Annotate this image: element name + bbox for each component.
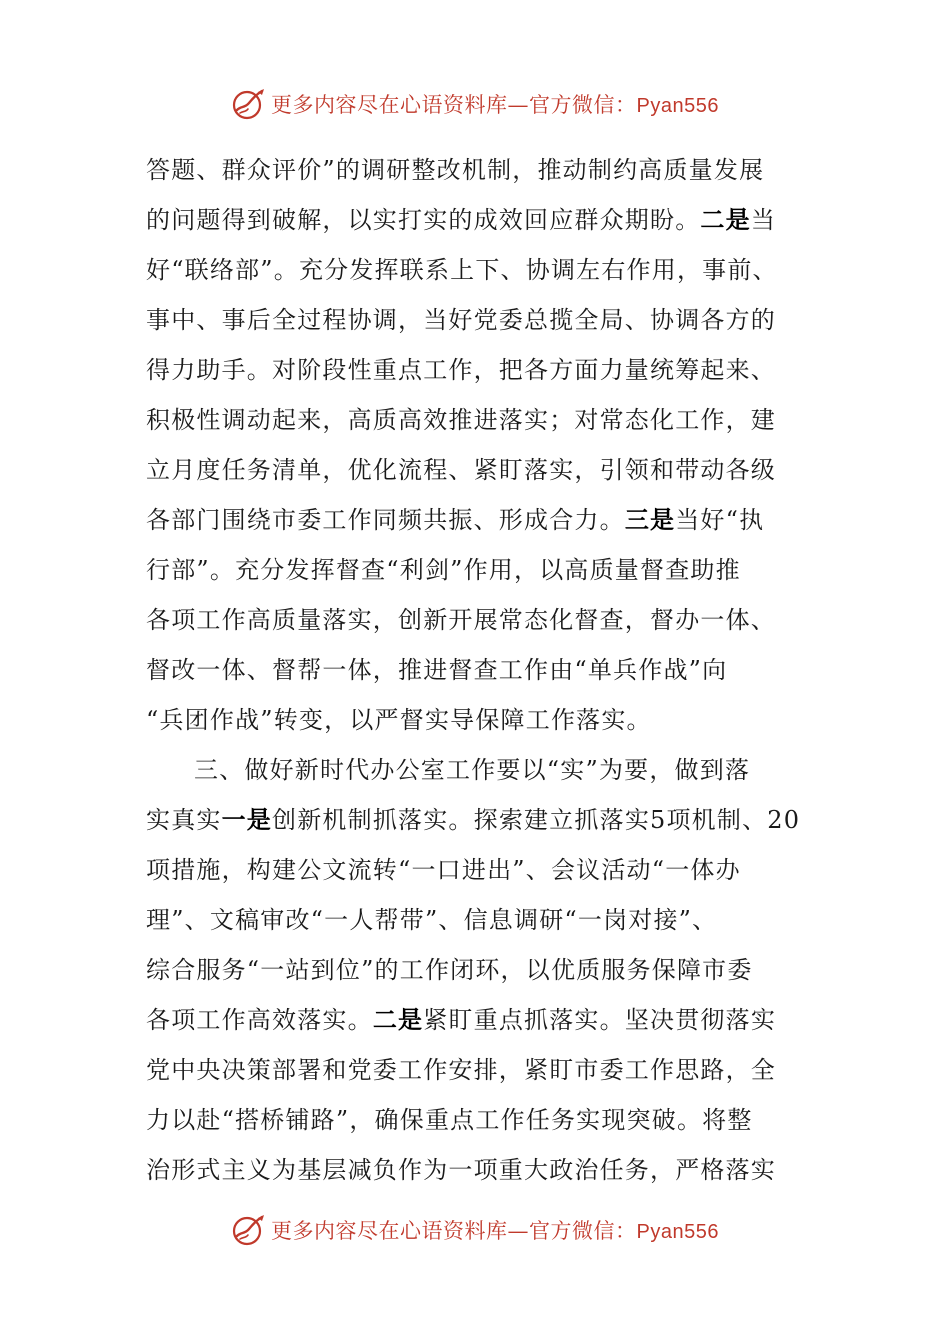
document-body <box>146 145 814 1195</box>
text-span: 积极性调动起来，高质高效推进落实；对常态化工作，建 <box>146 406 776 434</box>
watermark-banner-top <box>0 84 950 124</box>
text-span: 答题、群众评价”的调研整改机制，推动制约高质量发展 <box>146 156 765 184</box>
text-line <box>146 345 814 395</box>
text-line <box>146 595 814 645</box>
watermark-text <box>271 89 719 119</box>
text-span: 得力助手。对阶段性重点工作，把各方面力量统筹起来、 <box>146 356 776 384</box>
text-line <box>146 545 814 595</box>
text-span: 综合服务“一站到位”的工作闭环，以优质服务保障市委 <box>146 956 753 984</box>
text-span: 各项工作高效落实。 <box>146 1006 373 1034</box>
text-line <box>146 945 814 995</box>
text-line <box>146 145 814 195</box>
watermark-text-main: 更多内容尽在心语资料库—官方微信： <box>271 1219 637 1243</box>
pen-logo-icon <box>231 1212 267 1248</box>
bold-marker: 二是 <box>372 1005 424 1034</box>
text-span: 实真实 <box>146 806 222 834</box>
text-line <box>146 445 814 495</box>
text-line <box>146 645 814 695</box>
text-span: 当 <box>750 206 777 234</box>
text-line <box>146 995 814 1045</box>
text-span: 行部”。充分发挥督查“利剑”作用，以高质量督查助推 <box>146 556 741 584</box>
watermark-account: Pyan556 <box>636 95 719 117</box>
text-span: 的问题得到破解，以实打实的成效回应群众期盼。 <box>146 206 701 234</box>
text-span: 立月度任务清单，优化流程、紧盯落实，引领和带动各级 <box>146 456 776 484</box>
text-span: 党中央决策部署和党委工作安排，紧盯市委工作思路，全 <box>146 1056 776 1084</box>
text-span: 三、做好新时代办公室工作要以“实”为要，做到落 <box>194 756 751 784</box>
text-span: 力以赴“搭桥铺路”，确保重点工作任务实现突破。将整 <box>146 1106 753 1134</box>
text-span: 项措施，构建公文流转“一口进出”、会议活动“一体办 <box>146 856 741 884</box>
pen-logo-icon <box>231 86 267 122</box>
text-line <box>146 295 814 345</box>
bold-marker: 一是 <box>221 805 273 834</box>
text-line <box>146 1095 814 1145</box>
text-line <box>146 895 814 945</box>
text-line <box>146 695 814 745</box>
text-span: 各部门围绕市委工作同频共振、形成合力。 <box>146 506 625 534</box>
text-span: 理”、文稿审改“一人帮带”、信息调研“一岗对接”、 <box>146 906 718 934</box>
watermark-account: Pyan556 <box>636 1221 719 1243</box>
text-line <box>146 845 814 895</box>
text-span: 紧盯重点抓落实。坚决贯彻落实 <box>423 1006 777 1034</box>
text-line <box>146 745 814 795</box>
text-line <box>146 795 814 845</box>
watermark-banner-bottom <box>0 1210 950 1250</box>
text-span: “兵团作战”转变，以严督实导保障工作落实。 <box>146 706 652 734</box>
text-line <box>146 195 814 245</box>
text-line <box>146 1045 814 1095</box>
text-line <box>146 395 814 445</box>
bold-marker: 二是 <box>700 205 751 234</box>
text-line <box>146 245 814 295</box>
watermark-text <box>271 1215 719 1245</box>
text-span: 事中、事后全过程协调，当好党委总揽全局、协调各方的 <box>146 306 776 334</box>
text-line <box>146 495 814 545</box>
text-line <box>146 1145 814 1195</box>
text-span: 各项工作高质量落实，创新开展常态化督查，督办一体、 <box>146 606 776 634</box>
text-span: 创新机制抓落实。探索建立抓落实5项机制、20 <box>272 806 801 834</box>
text-span: 当好“执 <box>675 506 765 534</box>
text-span: 督改一体、督帮一体，推进督查工作由“单兵作战”向 <box>146 656 728 684</box>
bold-marker: 三是 <box>624 505 676 534</box>
text-span: 治形式主义为基层减负作为一项重大政治任务，严格落实 <box>146 1156 776 1184</box>
watermark-text-main: 更多内容尽在心语资料库—官方微信： <box>271 93 637 117</box>
text-span: 好“联络部”。充分发挥联系上下、协调左右作用，事前、 <box>146 256 778 284</box>
